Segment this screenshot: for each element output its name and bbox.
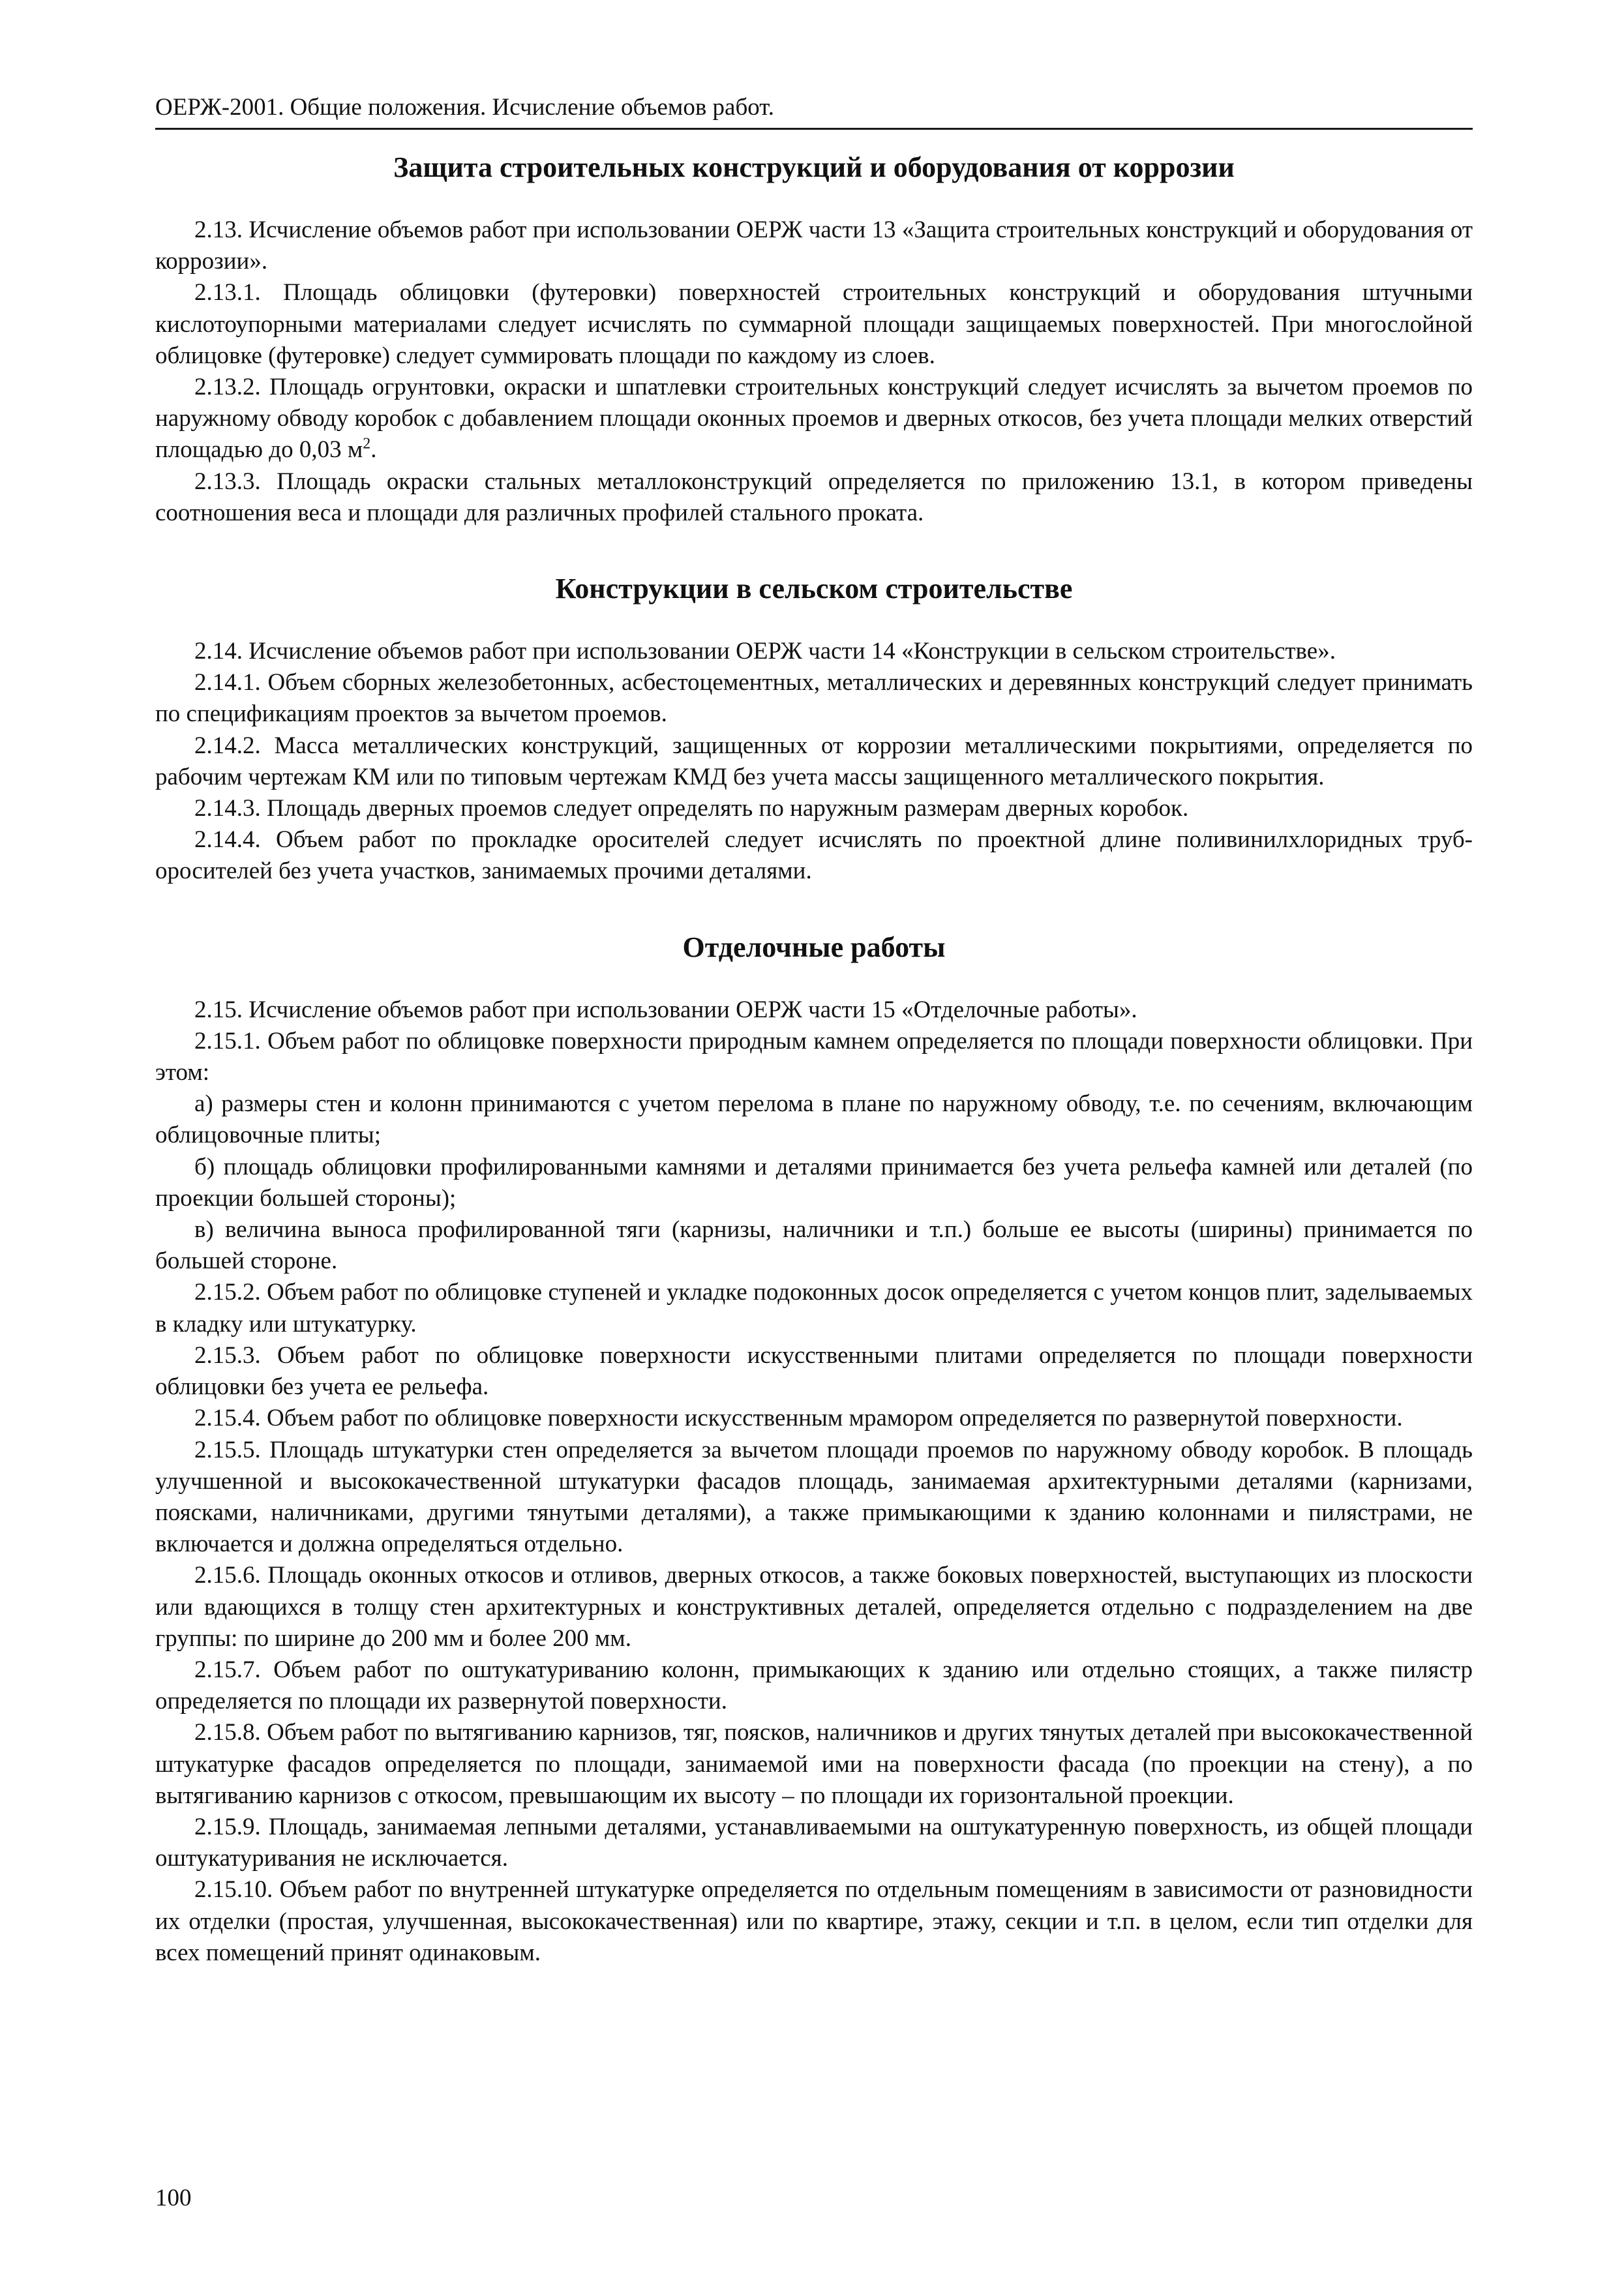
- section-title: Конструкции в сельском строительстве: [555, 573, 1073, 605]
- paragraph-2-14: 2.14. Исчисление объемов работ при использовании ОЕРЖ части 14 «Конструкции в сельском строительстве».: [194, 638, 1336, 665]
- superscript-square: 2: [363, 436, 371, 453]
- paragraph-2-13-2-end: .: [370, 436, 377, 464]
- list-item-v: в) величина выноса профилированной тяги (карнизы, наличники и т.п.) больше ее высоты (ширины) принимается по большей стороне.: [155, 1216, 1473, 1275]
- list-item-b: б) площадь облицовки профилированными камнями и деталями принимается без учета рельефа камней или деталей (по проекции большей стороны);: [155, 1153, 1473, 1212]
- section-finishing-works: [155, 928, 1473, 1969]
- section-title: Защита строительных конструкций и оборудования от коррозии: [393, 151, 1235, 183]
- paragraph-2-14-2: 2.14.2. Масса металлических конструкций, защищенных от коррозии металлическими покрытиями, определяется по рабочим чертежам КМ или по типовым чертежам КМД без учета массы защищенного металлического покрытия.: [155, 732, 1473, 790]
- section-title: Отделочные работы: [682, 931, 946, 963]
- paragraph-2-13-2: [155, 372, 1473, 466]
- paragraph-2-15-2: 2.15.2. Объем работ по облицовке ступеней и укладке подоконных досок определяется с учетом концов плит, заделываемых в кладку или штукатурку.: [155, 1279, 1473, 1338]
- paragraph-2-15-1: 2.15.1. Объем работ по облицовке поверхности природным камнем определяется по площади поверхности облицовки. При этом:: [155, 1027, 1473, 1086]
- paragraph-2-15-5: 2.15.5. Площадь штукатурки стен определяется за вычетом площади проемов по наружному обводу коробок. В площадь улучшенной и высококачественной штукатурки фасадов площадь, занимаемая архитектурными деталями (карнизами, поясками, наличниками, другими тянутыми деталями), а также примыкающими к зданию колоннами и пилястрами, не включается и должна определяться отдельно.: [155, 1436, 1473, 1558]
- paragraph-2-15-8: 2.15.8. Объем работ по вытягиванию карнизов, тяг, поясков, наличников и других тянутых деталей при высококачественной штукатурке фасадов определяется по площади, занимаемой ими на поверхности фасада (по проекции на стену), а по вытягиванию карнизов с откосом, превышающим их высоту – по площади их горизонтальной проекции.: [155, 1719, 1473, 1809]
- paragraph-2-15: 2.15. Исчисление объемов работ при использовании ОЕРЖ части 15 «Отделочные работы».: [194, 996, 1137, 1023]
- paragraph-2-13: 2.13. Исчисление объемов работ при использовании ОЕРЖ части 13 «Защита строительных конструкций и оборудования от коррозии».: [155, 217, 1473, 275]
- section-rural-construction: [155, 569, 1473, 888]
- paragraph-2-13-3: 2.13.3. Площадь окраски стальных металлоконструкций определяется по приложению 13.1, в котором приведены соотношения веса и площади для различных профилей стального проката.: [155, 468, 1473, 526]
- paragraph-2-15-6: 2.15.6. Площадь оконных откосов и отливов, дверных откосов, а также боковых поверхностей, выступающих из плоскости или вдающихся в толщу стен архитектурных и конструктивных деталей, определяется отдельно с подразделением на две группы: по ширине до 200 мм и более 200 мм.: [155, 1562, 1473, 1652]
- paragraph-2-15-3: 2.15.3. Объем работ по облицовке поверхности искусственными плитами определяется по площади поверхности облицовки без учета ее рельефа.: [155, 1341, 1473, 1401]
- section-corrosion-protection: [155, 148, 1473, 529]
- paragraph-2-15-7: 2.15.7. Объем работ по оштукатуриванию колонн, примыкающих к зданию или отдельно стоящих, а также пилястр определяется по площади их развернутой поверхности.: [155, 1656, 1473, 1715]
- paragraph-2-15-9: 2.15.9. Площадь, занимаемая лепными деталями, устанавливаемыми на оштукатуренную поверхность, из общей площади оштукатуривания не исключается.: [155, 1813, 1473, 1872]
- running-header: ОЕРЖ-2001. Общие положения. Исчисление объемов работ.: [155, 91, 1473, 130]
- paragraph-2-15-10: 2.15.10. Объем работ по внутренней штукатурке определяется по отдельным помещениям в зависимости от разновидности их отделки (простая, улучшенная, высококачественная) или по квартире, этажу, секции и т.п. в целом, если тип отделки для всех помещений принят одинаковым.: [155, 1876, 1473, 1966]
- paragraph-2-13-1: 2.13.1. Площадь облицовки (футеровки) поверхностей строительных конструкций и оборудования штучными кислотоупорными материалами следует исчислять по суммарной площади защищаемых поверхностей. При многослойной облицовке (футеровке) следует суммировать площади по каждому из слоев.: [155, 279, 1473, 369]
- paragraph-2-15-4: 2.15.4. Объем работ по облицовке поверхности искусственным мрамором определяется по развернутой поверхности.: [194, 1405, 1403, 1432]
- document-page: [155, 91, 1473, 1969]
- page-number: 100: [155, 2185, 192, 2211]
- paragraph-2-14-3: 2.14.3. Площадь дверных проемов следует определять по наружным размерам дверных коробок.: [194, 795, 1189, 822]
- paragraph-2-14-1: 2.14.1. Объем сборных железобетонных, асбестоцементных, металлических и деревянных конструкций следует принимать по спецификациям проектов за вычетом проемов.: [155, 669, 1473, 728]
- list-item-a: а) размеры стен и колонн принимаются с учетом перелома в плане по наружному обводу, т.е. по сечениям, включающим облицовочные плиты;: [155, 1090, 1473, 1149]
- paragraph-2-13-2-text: 2.13.2. Площадь огрунтовки, окраски и шпатлевки строительных конструкций следует исчислять за вычетом проемов по наружному обводу коробок с добавлением площади оконных проемов и дверных откосов, без учета площади мелких отверстий площадью до 0,03 м: [155, 374, 1473, 464]
- paragraph-2-14-4: 2.14.4. Объем работ по прокладке оросителей следует исчислять по проектной длине поливинилхлоридных труб-оросителей без учета участков, занимаемых прочими деталями.: [155, 826, 1473, 885]
